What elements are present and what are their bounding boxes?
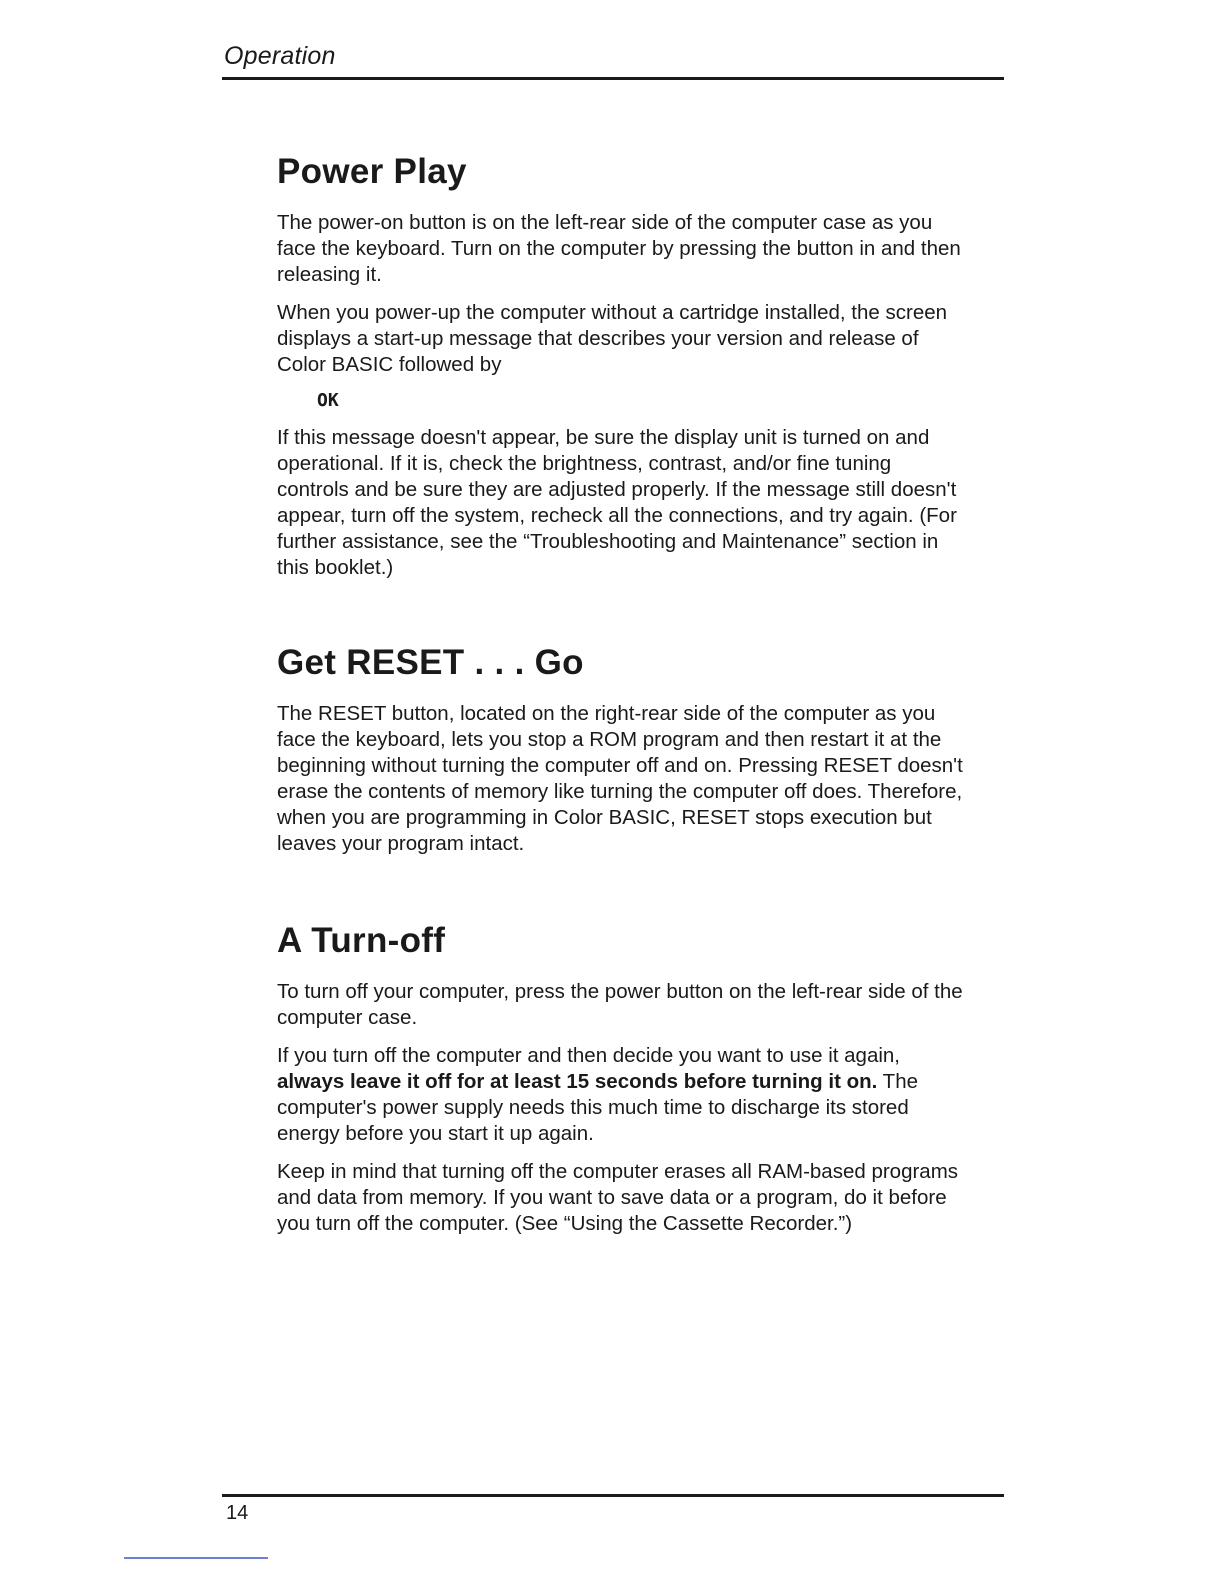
section-title-power-play: Power Play <box>277 152 467 191</box>
footer-rule <box>222 1494 1004 1497</box>
header-rule <box>222 77 1004 80</box>
code-output: OK <box>317 390 339 411</box>
paragraph: When you power-up the computer without a cartridge installed, the screen displays a start-up message that describes your version and release of Color BASIC followed by <box>277 301 948 376</box>
page-number: 14 <box>226 1502 249 1524</box>
footer-mark <box>124 1557 268 1559</box>
text-run: The computer's power supply needs this much time to discharge its stored energy before you start it up again. <box>277 1070 919 1145</box>
paragraph: The RESET button, located on the right-rear side of the computer as you face the keyboard, lets you stop a ROM program and then restart it at the beginning without turning the computer off and on. Pressing RESET doesn't erase the contents of memory like turning the computer off does. Therefore, when you are programming in Color BASIC, RESET stops execution but leaves your program intact. <box>277 702 963 855</box>
paragraph: Keep in mind that turning off the computer erases all RAM-based programs and data from memory. If you want to save data or a program, do it before you turn off the computer. (See “Using the Cassette Recorder.”) <box>277 1160 959 1235</box>
paragraph: To turn off your computer, press the power button on the left-rear side of the computer case. <box>277 980 963 1029</box>
section-title-get-reset: Get RESET . . . Go <box>277 643 584 682</box>
page-content <box>277 100 967 1237</box>
running-head: Operation <box>224 42 336 70</box>
section-title-turn-off: A Turn-off <box>277 921 446 960</box>
paragraph: The power-on button is on the left-rear side of the computer case as you face the keyboard. Turn on the computer by pressing the button in and then releasing it. <box>277 211 961 286</box>
bold-warning: always leave it off for at least 15 seconds before turning it on. <box>277 1070 878 1093</box>
text-run: If you turn off the computer and then decide you want to use it again, <box>277 1044 900 1067</box>
paragraph: If this message doesn't appear, be sure the display unit is turned on and operational. If it is, check the brightness, contrast, and/or fine tuning controls and be sure they are adjusted properly. If the message still doesn't appear, turn off the system, recheck all the connections, and try again. (For further assistance, see the “Troubleshooting and Maintenance” section in this booklet.) <box>277 426 957 579</box>
paragraph-with-emphasis <box>277 1043 967 1147</box>
